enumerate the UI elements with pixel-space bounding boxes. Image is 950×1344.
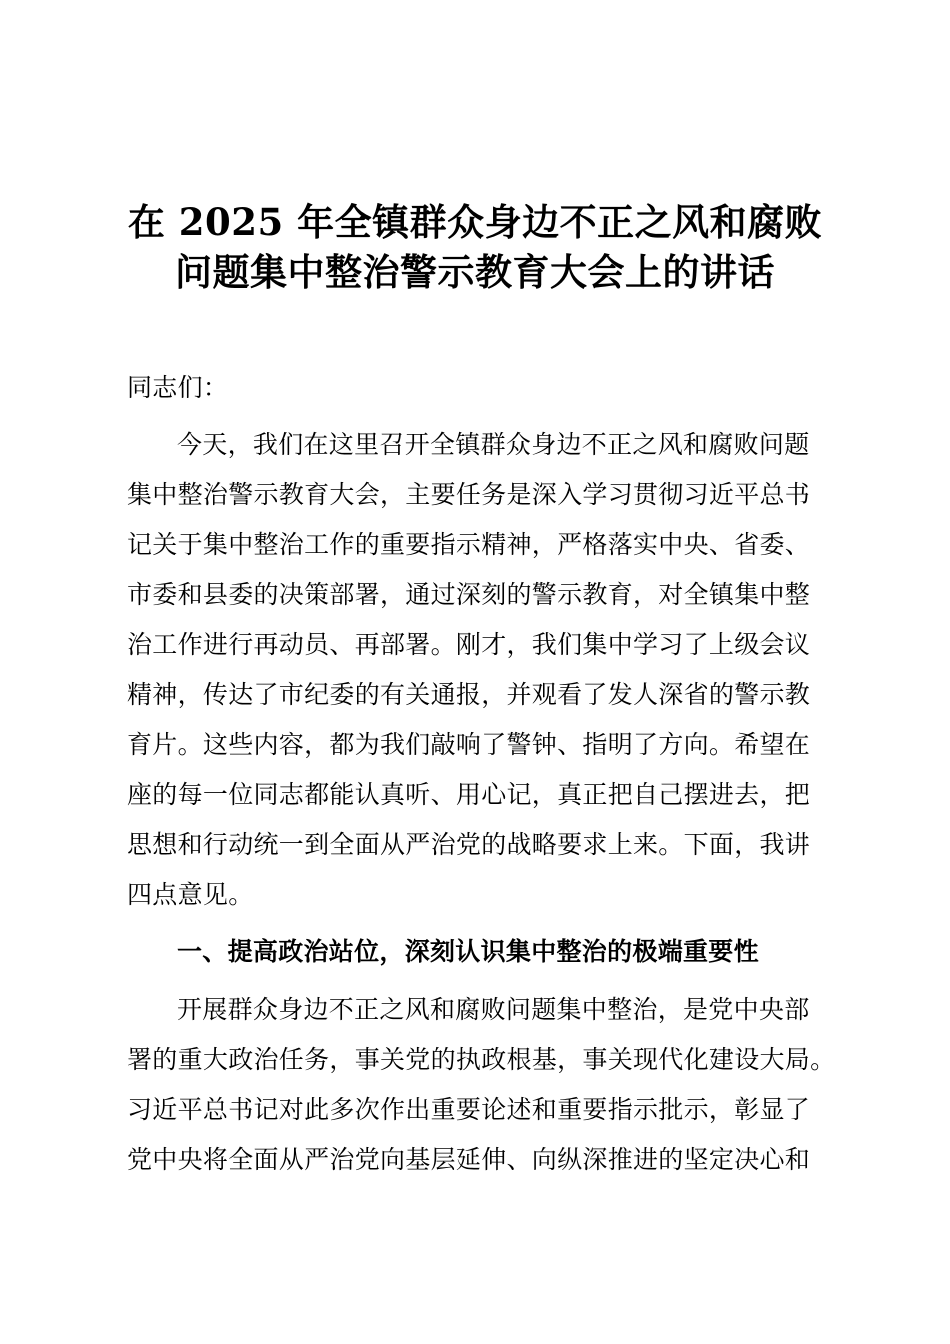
document-title-line-1: 在 2025 年全镇群众身边不正之风和腐败 — [127, 200, 823, 244]
paragraph-line: 集中整治警示教育大会，主要任务是深入学习贯彻习近平总书 — [127, 480, 811, 509]
paragraph-line: 记关于集中整治工作的重要指示精神，严格落实中央、省委、 — [127, 530, 811, 559]
paragraph-line: 治工作进行再动员、再部署。刚才，我们集中学习了上级会议 — [127, 630, 811, 659]
section-heading: 一、提高政治站位，深刻认识集中整治的极端重要性 — [177, 937, 759, 966]
paragraph-line: 四点意见。 — [127, 880, 254, 909]
paragraph-line: 今天，我们在这里召开全镇群众身边不正之风和腐败问题 — [177, 430, 810, 459]
greeting: 同志们： — [127, 373, 229, 402]
paragraph-line: 党中央将全面从严治党向基层延伸、向纵深推进的坚定决心和 — [127, 1145, 811, 1174]
paragraph-line: 育片。这些内容，都为我们敲响了警钟、指明了方向。希望在 — [127, 730, 811, 759]
paragraph-line: 署的重大政治任务，事关党的执政根基，事关现代化建设大局。 — [127, 1045, 836, 1074]
document-title-line-2: 问题集中整治警示教育大会上的讲话 — [175, 250, 775, 294]
paragraph-line: 开展群众身边不正之风和腐败问题集中整治，是党中央部 — [177, 995, 810, 1024]
paragraph-line: 市委和县委的决策部署，通过深刻的警示教育，对全镇集中整 — [127, 580, 811, 609]
paragraph-line: 座的每一位同志都能认真听、用心记，真正把自己摆进去，把 — [127, 780, 811, 809]
paragraph-line: 思想和行动统一到全面从严治党的战略要求上来。下面，我讲 — [127, 830, 811, 859]
paragraph-line: 精神，传达了市纪委的有关通报，并观看了发人深省的警示教 — [127, 680, 811, 709]
paragraph-line: 习近平总书记对此多次作出重要论述和重要指示批示，彰显了 — [127, 1095, 811, 1124]
